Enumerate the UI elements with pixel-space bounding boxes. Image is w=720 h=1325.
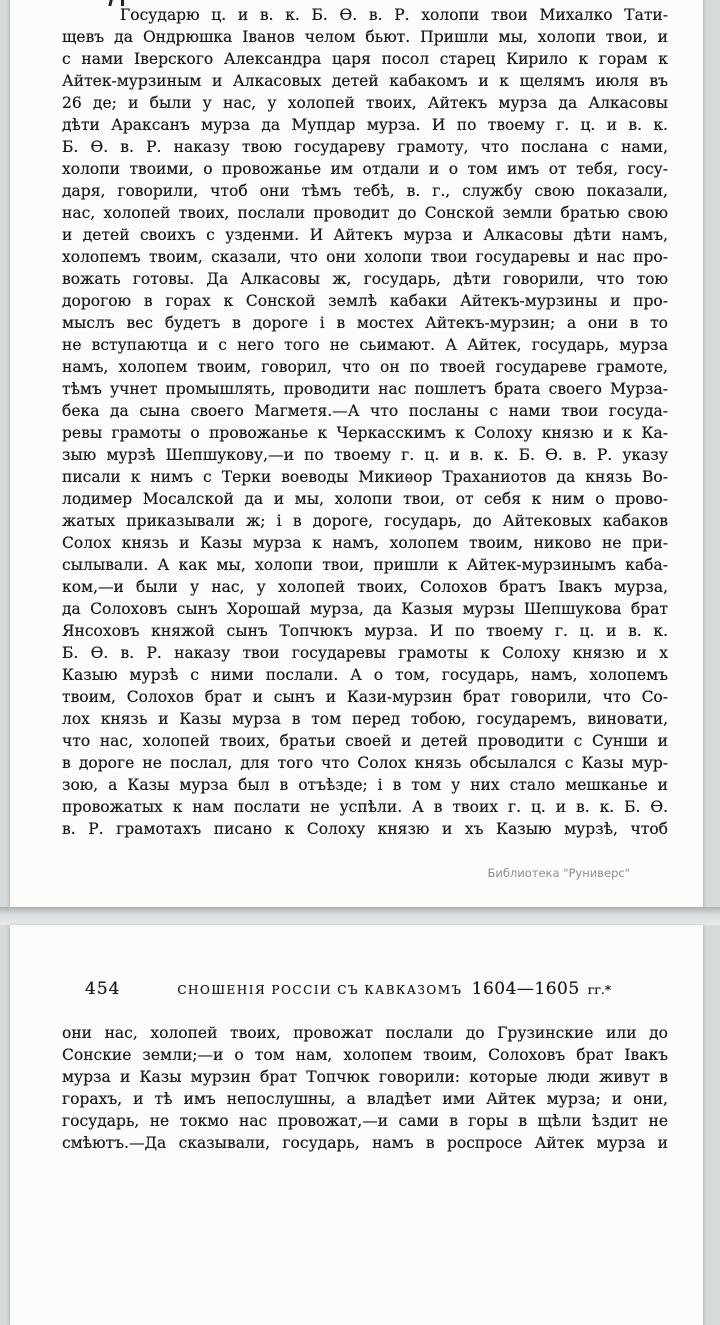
text-line: зою, а Казы мурза был в отъѣзде; і в том у них стало мешканье и xyxy=(62,776,668,794)
text-line: даря, говорили, чтоб они тѣмъ тебѣ, в. г., службу свою показали, xyxy=(62,182,668,200)
scanned-page-previous xyxy=(10,0,703,907)
page-number: 454 xyxy=(85,979,121,999)
text-line: щевъ да Ондрюшка Іванов челом бьют. Пришли мы, холопи твои, и xyxy=(62,28,668,46)
text-line: Сонские земли;—и о том нам, холопем твоим, Солоховъ брат Івакъ xyxy=(62,1046,668,1064)
text-line: холопи твоими, о провожанье им отдали и о том имъ от тебя, госу- xyxy=(62,160,668,178)
text-line: ком,—и были у нас, у холопей твоих, Солохов братъ Івакъ мурза, xyxy=(62,578,668,596)
text-line: Янсоховъ княжой сынъ Топчюкъ мурза. И по твоему г. ц. и в. к. xyxy=(62,622,668,640)
text-line: зыю мурзѣ Шепшукову,—и по твоему г. ц. и в. к. Б. Ѳ. в. Р. указу xyxy=(62,446,668,464)
text-line: холопемъ твоим, сказали, что они холопи твои государевы и нас про- xyxy=(62,248,668,266)
text-line: мыслъ вес будетъ в дороге і в мостех Айтекъ-мурзин; а они в то xyxy=(62,314,668,332)
text-line: бека да сына своего Магметя.—А что посланы с нами твои госуда- xyxy=(62,402,668,420)
text-line: лодимер Мосалской да и мы, холопи твои, от себя к ним о прово- xyxy=(62,490,668,508)
running-head-title: СНОШЕНІЯ РОССІИ СЪ КАВКАЗОМЪ xyxy=(177,983,463,997)
text-line: сылывали. А как мы, холопи твои, пришли к Айтек-мурзинымъ каба- xyxy=(62,556,668,574)
running-head-years: 1604—1605 xyxy=(471,979,580,999)
page-header xyxy=(62,979,668,999)
scanned-page-454 xyxy=(10,925,703,1325)
text-line: смѣютъ.—Да сказывали, государь, намъ в роспросе Айтек мурза и xyxy=(62,1134,668,1152)
text-line: в дороге не послал, для того что Солох князь обсылался с Казы мур- xyxy=(62,754,668,772)
text-line: мурза и Казы мурзин брат Топчюк говорили: которые люди живут в xyxy=(62,1068,668,1086)
text-line: твоим, Солохов брат и сынъ и Кази-мурзин брат говорили, что Со- xyxy=(62,688,668,706)
text-line: горахъ, и тѣ имъ непослушны, а владѣет ими Айтек мурза; и они, xyxy=(62,1090,668,1108)
text-line: они нас, холопей твоих, провожат послали до Грузинские или до xyxy=(62,1024,668,1042)
text-line: провожатых к нам послати не успѣли. А в твоих г. ц. и в. к. Б. Ѳ. xyxy=(62,798,668,816)
text-line: Б. Ѳ. в. Р. наказу твою государеву грамоту, что послана с нами, xyxy=(62,138,668,156)
library-watermark: Библиотека "Руниверс" xyxy=(487,866,630,880)
page-gap-shadow xyxy=(0,907,720,925)
running-head-suffix: гг.* xyxy=(587,982,612,997)
text-line: да Солоховъ сынъ Хорошай мурза, да Казыя мурзы Шепшукова брат xyxy=(62,600,668,618)
page1-body-text xyxy=(62,4,668,840)
text-line: жатых приказывали ж; і в дороге, государь, до Айтековых кабаков xyxy=(62,512,668,530)
text-line: с нами Іверского Александра царя посол старец Кирило к горам к xyxy=(62,50,668,68)
running-head xyxy=(120,979,668,999)
text-line: государь, не токмо нас провожат,—и сами в горы в щѣли ѣздит не xyxy=(62,1112,668,1130)
text-line: лох князь и Казы мурза в том перед тобою, государемъ, виновати, xyxy=(62,710,668,728)
text-line: Солох князь и Казы мурза к намъ, холопем твоим, никово не при- xyxy=(62,534,668,552)
text-line: Казыю мурзѣ с ними послали. А о том, государь, намъ, холопемъ xyxy=(62,666,668,684)
text-line: в. Р. грамотахъ писано к Солоху князю и хъ Казыю мурзѣ, чтоб xyxy=(62,820,668,838)
text-line: нас, холопей твоих, послали проводит до Сонской земли братью свою xyxy=(62,204,668,222)
text-line: Государю ц. и в. к. Б. Ѳ. в. Р. холопи твои Михалко Тати- xyxy=(120,6,668,24)
text-line: и детей своихъ с узденми. И Айтекъ мурза и Алкасовы дѣти намъ, xyxy=(62,226,668,244)
text-line: намъ, холопем твоим, говорил, что он по твоей государеве грамоте, xyxy=(62,358,668,376)
page2-body-text xyxy=(62,1022,668,1154)
text-line: 26 де; и были у нас, у холопей твоих, Айтекъ мурза да Алкасовы xyxy=(62,94,668,112)
text-line: ревы грамоты о провожанье к Черкасскимъ к Солоху князю и к Ка- xyxy=(62,424,668,442)
text-line: дѣти Араксанъ мурза да Мупдар мурза. И по твоему г. ц. и в. к. xyxy=(62,116,668,134)
text-line: не вступаютца и с него того не сьимают. А Айтек, государь, мурза xyxy=(62,336,668,354)
text-line: что нас, холопей твоих, братьи своей и детей проводити с Сунши и xyxy=(62,732,668,750)
text-line: дорогою в горах к Сонской землѣ кабаки Айтекъ-мурзины и про- xyxy=(62,292,668,310)
text-line: Айтек-мурзиным и Алкасовых детей кабакомъ и к щелямъ июля въ xyxy=(62,72,668,90)
text-line: тѣмъ учнет промышлять, проводити нас пошлетъ брата своего Мурза- xyxy=(62,380,668,398)
text-line: писали к нимъ с Терки воеводы Микиѳор Траханиотов да князь Во- xyxy=(62,468,668,486)
text-line: вожать готовы. Да Алкасовы ж, государь, дѣти говорили, что тою xyxy=(62,270,668,288)
text-line: Б. Ѳ. в. Р. наказу твои государевы грамоты к Солоху князю и х xyxy=(62,644,668,662)
